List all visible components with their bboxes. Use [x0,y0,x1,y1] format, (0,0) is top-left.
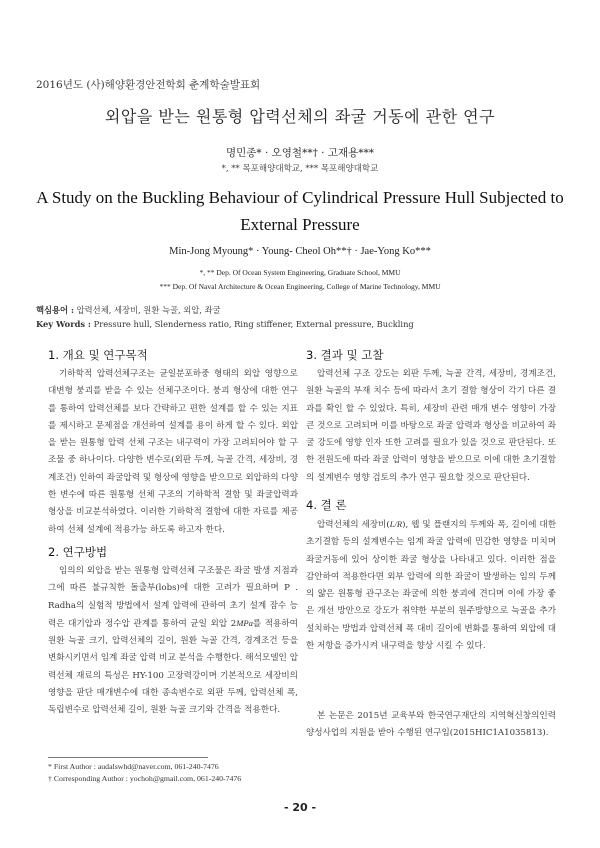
authors-korean: 명민종* · 오영철**† · 고재용*** [225,147,375,159]
section-3-text: 압력선체 구조 강도는 외판 두께, 늑골 간격, 세장비, 경계조건, 원환 늑골의 부재 치수 등에 따라서 초기 결함 형상이 각기 다른 결과를 확인 할 수 있었다. 특히, 세장비 관련 매개 변수 영향이 가장 큰 것으로 고려되며 이를 바탕으로 좌굴 압력과 형상을 비교하여 좌굴 강도에 영향 인자 또한 고려를 필요가 있을 것으로 판단된다. 또한 전원도에 따라 좌굴 압력이 영향을 받으므로 이에 대한 초기결함의 설계변수 영향 검토의 추가 연구 필요할 것으로 판단된다. [306,369,556,483]
affiliation-korean: *, ** 목포해양대학교, *** 목포해양대학교 [221,164,379,174]
section-2-text [48,563,298,720]
keywords-english [36,319,414,329]
title-korean: 외압을 받는 원통형 압력선체의 좌굴 거동에 관한 연구 [104,107,496,126]
footnote-rule [48,757,208,758]
footnote-corresponding-author: † Corresponding Author : yochoh@gmail.com, 061-240-7476 [48,774,242,783]
footnote-first-author: * First Author : audalswhd@naver.com, 061-240-7476 [48,762,219,771]
affiliation-english [40,266,560,294]
section-4-body [306,516,556,655]
acknowledgement [306,708,556,743]
section-2-heading: 2. 연구방법 [48,545,108,559]
keywords-english-label: Key Words : [36,319,91,329]
section-4-text [306,516,556,655]
slenderness-ratio: L/R [389,519,403,529]
conference-header: 2016년도 (사)해양환경안전학회 춘계학술발표회 [36,79,261,91]
section-2-text-a: 임의의 외압을 받는 원통형 압력선체 구조물은 좌굴 발생 지점과 그에 따른 불규칙한 돌출부(lobs)에 대한 고려가 필요하며 P . Radha의 실험적 방법에서 설계 압력에 관하여 초기 설계 잠수 능력은 대기압과 정수압 관계를 통하여 균일 외압 2 [48,566,298,629]
section-2-body [48,563,298,720]
keywords-english-value: Pressure hull, Slenderness ratio, Ring stiffener, External pressure, Buckling [93,319,414,329]
section-4-heading: 4. 결 론 [306,498,347,512]
page-number: - 20 - [283,801,317,814]
section-1-body [48,366,298,539]
keywords-korean [36,304,221,316]
acknowledgement-text: 본 논문은 2015년 교육부와 한국연구재단의 지역혁신창의인력양성사업의 지원을 받아 수행된 연구임(2015HIC1A1035813). [306,711,556,739]
section-1-heading: 1. 개요 및 연구목적 [48,348,148,362]
affiliation-english-line-2: *** Dep. Of Naval Architecture & Ocean Engineering, College of Marine Technology, MMU [159,282,441,291]
section-3-heading: 3. 결과 및 고찰 [306,348,384,362]
title-english: A Study on the Buckling Behaviour of Cylindrical Pressure Hull Subjected to External Pressure [36,188,564,234]
affiliation-english-line-1: *, ** Dep. Of Ocean System Engineering, Graduate School, MMU [199,268,401,277]
authors-english: Min-Jong Myoung* · Young- Cheol Oh**† · Jae-Yong Ko*** [169,246,431,257]
section-1-text: 기하학적 압력선체구조는 균일분포하중 형태의 외압 영향으로 대변형 붕괴를 받을 수 있는 선체구조이다. 붕괴 형상에 대한 연구를 통하여 압력선체를 보다 간략하고 편한 설계를 할 수 있는 지표를 제시하고 문제점을 개선하여 설계를 용이 하게 할 수 있다. 외압을 받는 원통형 압력 선체 구조는 내구력이 가장 고려되어야 할 구조물 중 하나이다. 다양한 변수로(외판 두께, 늑골 간격, 세장비, 경계조건) 인하여 좌굴압력 및 형상에 영향을 받으므로 외압하의 다양한 변수에 따른 원통형 선체 구조의 기하학적 결함 및 좌굴압력과 형상을 비교분석하였다. 이러한 기하학적 결함에 대한 자료를 제공하여 선체 설계에 적용가능 하도록 하고자 한다. [48,369,298,535]
keywords-korean-value: 압력선체, 세장비, 원환 늑골, 외압, 좌굴 [76,305,221,315]
pressure-unit: MPa [236,617,253,628]
section-2-text-b: 를 적용하여 원환 늑골 크기, 압력선체의 길이, 원환 늑골 간격, 경계조건 등을 변화시키면서 임계 좌굴 압력 비교 분석을 수행한다. 해석모델인 압력선체 재료의 특성은 HY-100 고장력강이며 기본적으로 세장비의 영향을 판단 매개변수에 대한 종속변수로 외판 두께, 압력선체 폭, 독립변수로 압력선체 길이, 원환 늑골 크기와 간격을 적용한다. [48,618,298,716]
section-4-text-b: ), 웹 및 플랜지의 두께와 폭, 길이에 대한 초기결함 등의 설계변수는 임계 좌굴 압력에 민감한 영향을 미치며 좌굴거동에 있어 상이한 좌굴 형상을 나타내고 있다. 이러한 점을 감안하여 적용한다면 외부 압력에 의한 좌굴이 발생하는 임의 두께의 얇은 원통형 관구조는 좌굴에 의한 붕괴에 견디며 이에 가장 좋은 개선 방안으로 강도가 취약한 부분의 원주방향으로 늑골을 추가 설치하는 방법과 압력선체 폭 대비 길이에 변화를 통하여 외압에 대한 저항을 증가시켜 내구력을 향상 시킬 수 있다. [306,520,556,652]
section-3-body [306,366,556,487]
section-4-text-a: 압력선체의 세장비( [317,520,390,530]
keywords-korean-label: 핵심용어 : [36,305,75,315]
